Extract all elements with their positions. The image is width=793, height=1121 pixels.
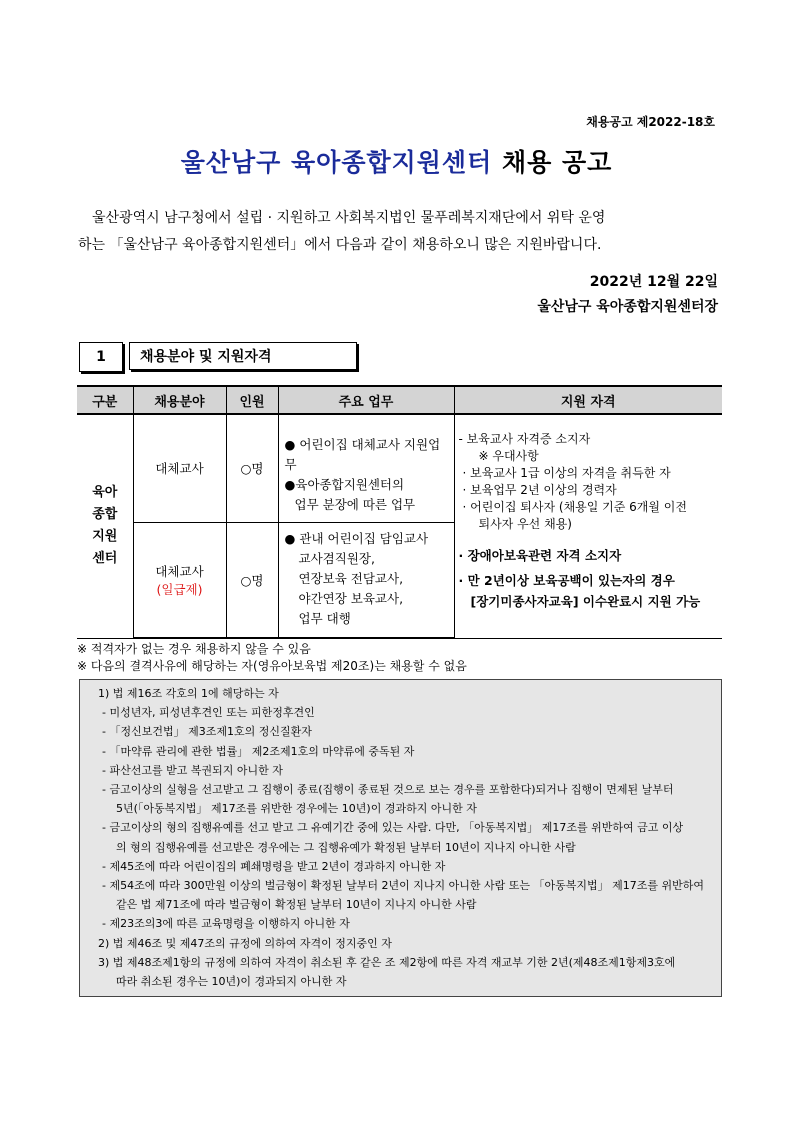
disqualification-item: - 「마약류 관리에 관한 법률」 제2조제1호의 마약류에 중독된 자 [102,744,415,758]
note-line: ※ 다음의 결격사유에 해당하는 자(영유아보육법 제20조)는 채용할 수 없음 [77,659,467,673]
qual-line: · 보육교사 1급 이상의 자격을 취득한 자 [462,466,671,480]
field-cell [133,414,226,522]
count-cell: ○명 [226,522,278,638]
duty-line: 업무 분장에 따른 업무 [294,497,416,512]
title-rest: 채용 공고 [501,148,613,177]
duty-line: 업무 대행 [298,610,351,626]
table-row [77,414,722,522]
disqualification-item: - 금고이상의 실형을 선고받고 그 집행이 종료(집행이 종료된 것으로 보는 경우를 포함한다)되거나 집행이 면제된 날부터 [102,783,674,797]
duties-cell [278,522,454,638]
disqualification-item: - 파산선고를 받고 복권되지 아니한 자 [102,763,283,777]
notice-number: 채용공고 제2022-18호 [586,115,715,129]
qual-line: · 어린이집 퇴사자 (채용일 기준 6개월 이전 [462,500,687,514]
disqualification-item: - 미성년자, 피성년후견인 또는 피한정후견인 [102,706,315,720]
duty-line: ●육아종합지원센터의 [284,477,405,492]
disqualification-item: - 제54조에 따라 300만원 이상의 벌금형이 확정된 날부터 2년이 지나지 아니한 사람 또는 「아동복지법」 제17조를 위반하여 [102,879,704,893]
qual-line: · 보육업무 2년 이상의 경력자 [462,483,617,497]
count-cell: ○명 [226,414,278,522]
duty-line: ● 관내 어린이집 담임교사 [284,530,429,546]
field-cell [133,522,226,638]
duty-line: 연장보육 전담교사, [298,570,404,586]
header-duties: 주요 업무 [278,386,454,414]
duty-line: 야간연장 보육교사, [298,590,404,606]
field-note: (일급제) [156,581,203,597]
header-count: 인원 [226,386,278,414]
field-name: 대체교사 [155,461,204,477]
org-line: 육아 [92,485,118,501]
qualifications-cell [454,414,722,638]
duties-cell [278,414,454,522]
intro-line: 울산광역시 남구청에서 설립 · 지원하고 사회복지법인 물푸레복지재단에서 위탁 운영 [92,210,606,226]
section-number: 1 [79,342,123,372]
org-cell [77,414,133,638]
org-line: 종합 [92,507,118,523]
qual-bold-line: · 만 2년이상 보육공백이 있는자의 경우 [458,573,675,588]
disqualification-item: 같은 법 제71조에 따라 벌금형이 확정된 날부터 10년이 지나지 아니한 사람 [116,898,477,912]
duty-line: ● 어린이집 대체교사 지원업무 [284,437,441,472]
disqualification-item: 의 형의 집행유예를 선고받은 경우에는 그 집행유예가 확정된 날부터 10년이 지나지 아니한 사람 [116,840,576,854]
table-header-row [77,386,722,414]
disqualification-item: - 제45조에 따라 어린이집의 폐쇄명령을 받고 2년이 경과하지 아니한 자 [102,859,446,873]
title-org: 울산남구 육아종합지원센터 [180,148,493,177]
field-name: 대체교사 [155,563,204,579]
duty-line: 교사겸직원장, [298,550,375,566]
signer: 울산남구 육아종합지원센터장 [537,299,718,315]
disqualification-item: 5년(「아동복지법」 제17조를 위반한 경우에는 10년)이 경과하지 아니한 자 [116,802,477,816]
header-field: 채용분야 [133,386,226,414]
org-line: 지원 [92,529,118,545]
notes [77,641,467,675]
header-category: 구분 [77,386,133,414]
qual-bold-line: · 장애아보육관련 자격 소지자 [458,548,622,563]
qual-bold-line: [장기미종사자교육] 이수완료시 지원 가능 [470,594,701,609]
note-line: ※ 적격자가 없는 경우 채용하지 않을 수 있음 [77,642,311,656]
org-line: 센터 [92,551,118,567]
disqualification-item: - 금고이상의 형의 집행유예를 선고 받고 그 유예기간 중에 있는 사람. 다만, 「아동복지법」 제17조를 위반하여 금고 이상 [102,821,684,835]
disqualification-box [79,679,722,997]
notice-date: 2022년 12월 22일 [589,274,718,290]
intro-line: 하는 「울산남구 육아종합지원센터」에서 다음과 같이 채용하오니 많은 지원바랍니다. [78,237,602,253]
disqualification-item: - 제23조의3에 따른 교육명령을 이행하지 아니한 자 [102,917,350,931]
section-title: 채용분야 및 지원자격 [129,342,357,370]
qual-line: - 보육교사 자격증 소지자 [458,432,591,446]
disqualification-item: 1) 법 제16조 각호의 1에 해당하는 자 [98,687,279,700]
qual-line: 퇴사자 우선 채용) [478,517,572,531]
header-qualifications: 지원 자격 [454,386,722,414]
date-block [537,270,718,320]
page-title [0,143,793,179]
disqualification-item: 2) 법 제46조 및 제47조의 규정에 의하여 자격이 정지중인 자 [98,936,392,950]
disqualification-item: - 「정신보건법」 제3조제1호의 정신질환자 [102,725,312,739]
recruitment-table [77,385,722,639]
disqualification-item: 따라 취소된 경우는 10년)이 경과되지 아니한 자 [116,975,347,989]
intro-paragraph [78,205,718,259]
qual-line: ※ 우대사항 [478,449,539,463]
disqualification-item: 3) 법 제48조제1항의 규정에 의하여 자격이 취소된 후 같은 조 제2항에 따른 자격 재교부 기한 2년(제48조제1항제3호에 [98,955,676,969]
